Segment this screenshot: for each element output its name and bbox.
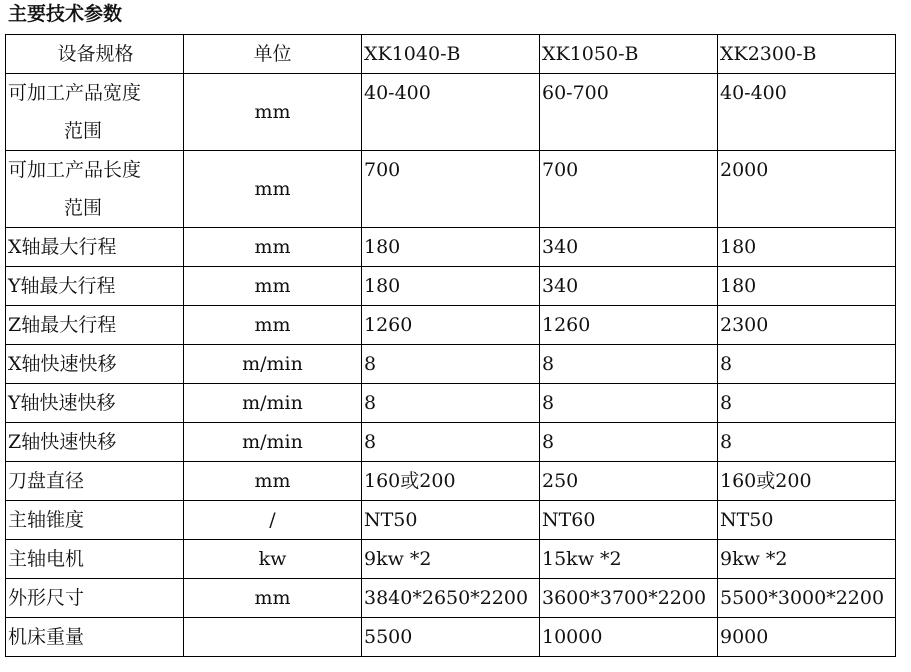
row-value-cell: 250 [540, 462, 718, 501]
row-value-cell: 3840*2650*2200 [362, 579, 540, 618]
row-value-cell: 180 [362, 267, 540, 306]
header-model-cell: XK1050-B [540, 35, 718, 74]
row-value-cell: 9kw *2 [362, 540, 540, 579]
row-label-cell: 机床重量 [6, 618, 184, 657]
row-unit-cell: mm [184, 579, 362, 618]
row-label-cell: 外形尺寸 [6, 579, 184, 618]
row-unit-cell: m/min [184, 384, 362, 423]
row-value-cell: 60-700 [540, 74, 718, 151]
table-row [6, 228, 896, 267]
row-label-cell: Y轴快速快移 [6, 384, 184, 423]
page-title: 主要技术参数 [8, 3, 123, 25]
row-label-cell: 刀盘直径 [6, 462, 184, 501]
row-label-cell: Z轴快速快移 [6, 423, 184, 462]
row-value-cell: 5500*3000*2200 [718, 579, 896, 618]
row-value-cell: NT60 [540, 501, 718, 540]
table-row [6, 267, 896, 306]
row-value-cell: 9000 [718, 618, 896, 657]
row-value-cell: 8 [540, 384, 718, 423]
table-header-row [6, 35, 896, 74]
table-row [6, 462, 896, 501]
table-row [6, 384, 896, 423]
table-row [6, 423, 896, 462]
row-label-continued: 范围 [64, 120, 103, 142]
row-unit-cell: m/min [184, 345, 362, 384]
table-row [6, 540, 896, 579]
row-label-cell: 主轴电机 [6, 540, 184, 579]
row-value-cell: 340 [540, 267, 718, 306]
row-label-cell [6, 151, 184, 228]
row-value-cell: 8 [362, 345, 540, 384]
header-model-cell: XK1040-B [362, 35, 540, 74]
row-value-cell: 160或200 [718, 462, 896, 501]
row-label-continued: 范围 [64, 197, 103, 219]
row-value-cell: 180 [718, 228, 896, 267]
header-unit-cell: 单位 [184, 35, 362, 74]
row-value-cell: 8 [718, 423, 896, 462]
row-value-cell: 9kw *2 [718, 540, 896, 579]
row-value-cell: 8 [540, 423, 718, 462]
row-unit-cell: mm [184, 267, 362, 306]
row-label-cell: 主轴锥度 [6, 501, 184, 540]
row-unit-cell: kw [184, 540, 362, 579]
row-value-cell: 40-400 [362, 74, 540, 151]
row-value-cell: 340 [540, 228, 718, 267]
row-value-cell: 8 [362, 423, 540, 462]
row-value-cell: 1260 [540, 306, 718, 345]
row-label: 可加工产品宽度 [8, 82, 142, 104]
row-value-cell: 700 [362, 151, 540, 228]
row-unit-cell: mm [184, 462, 362, 501]
table-row [6, 345, 896, 384]
row-unit-cell: m/min [184, 423, 362, 462]
row-value-cell: 2300 [718, 306, 896, 345]
table-row [6, 74, 896, 151]
table-row [6, 306, 896, 345]
row-value-cell: 10000 [540, 618, 718, 657]
row-unit-cell: / [184, 501, 362, 540]
row-value-cell: 8 [362, 384, 540, 423]
row-value-cell: 1260 [362, 306, 540, 345]
row-value-cell: 8 [540, 345, 718, 384]
row-value-cell: 40-400 [718, 74, 896, 151]
table-row [6, 618, 896, 657]
row-value-cell: 700 [540, 151, 718, 228]
table-row [6, 151, 896, 228]
row-label-cell: Z轴最大行程 [6, 306, 184, 345]
table-row [6, 579, 896, 618]
header-model-cell: XK2300-B [718, 35, 896, 74]
row-unit-cell: mm [184, 151, 362, 228]
row-value-cell: 180 [718, 267, 896, 306]
row-unit-cell: mm [184, 228, 362, 267]
row-value-cell: 8 [718, 345, 896, 384]
row-label-cell [6, 74, 184, 151]
specs-table [5, 34, 896, 657]
row-value-cell: 160或200 [362, 462, 540, 501]
header-spec-cell: 设备规格 [6, 35, 184, 74]
row-unit-cell [184, 618, 362, 657]
row-value-cell: NT50 [718, 501, 896, 540]
row-value-cell: 2000 [718, 151, 896, 228]
row-value-cell: NT50 [362, 501, 540, 540]
row-value-cell: 8 [718, 384, 896, 423]
row-value-cell: 180 [362, 228, 540, 267]
row-unit-cell: mm [184, 74, 362, 151]
row-label-cell: X轴快速快移 [6, 345, 184, 384]
table-row [6, 501, 896, 540]
row-value-cell: 3600*3700*2200 [540, 579, 718, 618]
row-value-cell: 5500 [362, 618, 540, 657]
row-label-cell: X轴最大行程 [6, 228, 184, 267]
row-value-cell: 15kw *2 [540, 540, 718, 579]
row-label-cell: Y轴最大行程 [6, 267, 184, 306]
row-label: 可加工产品长度 [8, 159, 142, 181]
row-unit-cell: mm [184, 306, 362, 345]
